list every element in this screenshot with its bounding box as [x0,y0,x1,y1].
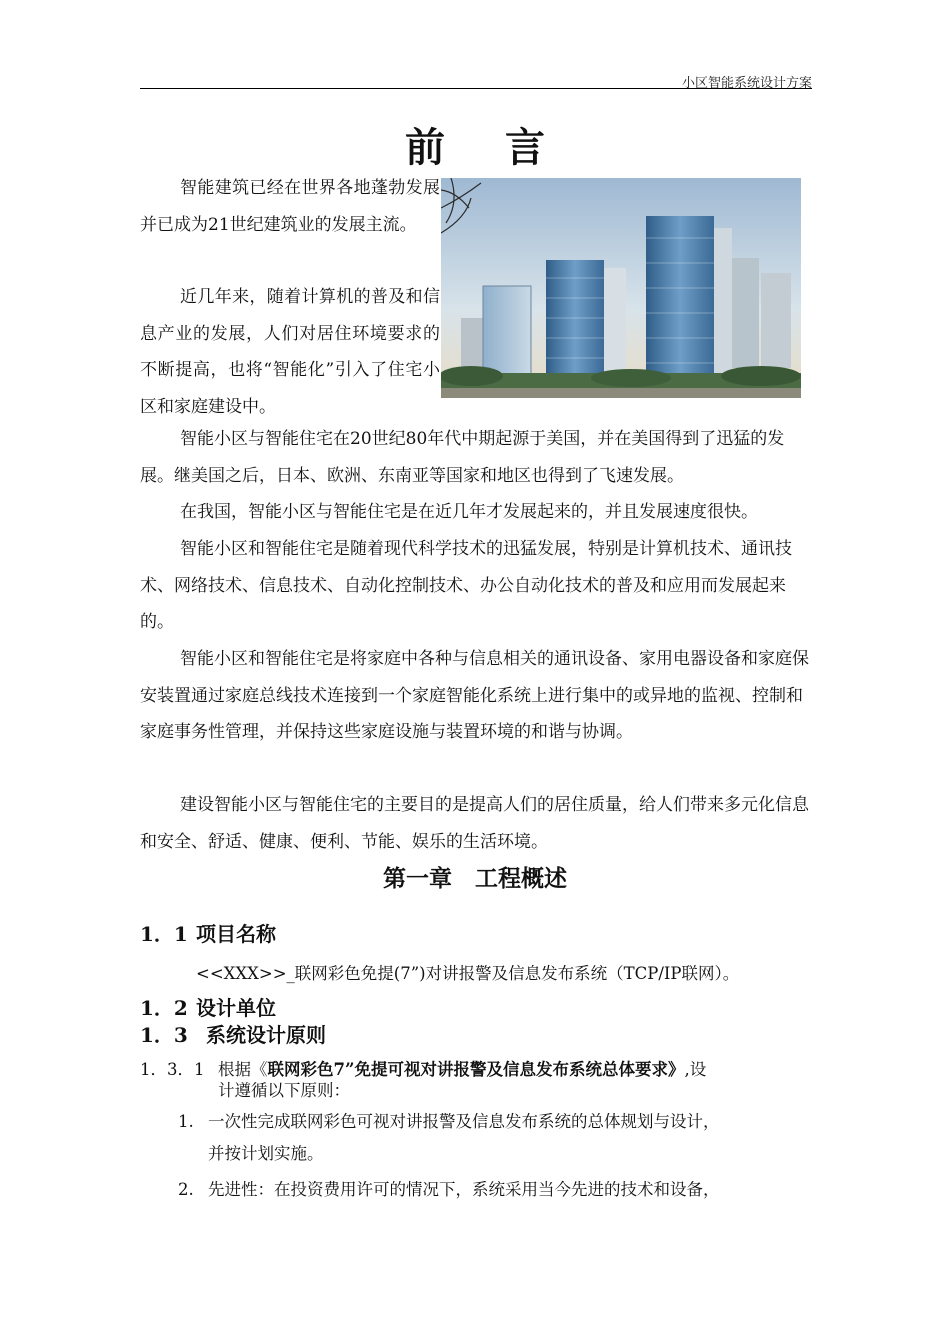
subsection-text-pre: 根据《 [218,1060,268,1079]
section-number: 1．3 [140,1023,188,1047]
section-title: 系统设计原则 [206,1023,326,1047]
subsection-text-post: ,设 [684,1060,707,1079]
chapter-title: 第一章 工程概述 [383,865,567,892]
header-title: 小区智能系统设计方案 [681,76,812,91]
header-divider [140,88,812,89]
section-number: 1．1 [140,922,188,946]
preface-paragraph-3: 智能小区与智能住宅在20世纪80年代中期起源于美国，并在美国得到了迅猛的发展。继美国之后，日本、欧洲、东南亚等国家和地区也得到了飞速发展。 [140,429,785,486]
section-title: 设计单位 [196,996,276,1020]
subsection-number: 1．3．1 [140,1060,205,1079]
preface-paragraph-6: 智能小区和智能住宅是将家庭中各种与信息相关的通讯设备、家用电器设备和家庭保安装置通过家庭总线技术连接到一个家庭智能化系统上进行集中的或异地的监视、控制和家庭事务性管理，并保持这些家庭设施与装置环境的和谐与协调。 [140,649,809,742]
preface-paragraph-1: 智能建筑已经在世界各地蓬勃发展并已成为21世纪建筑业的发展主流。 [140,178,440,235]
preface-paragraph-4: 在我国，智能小区与智能住宅是在近几年才发展起来的，并且发展速度很快。 [180,502,758,522]
section-number: 1．2 [140,996,188,1020]
section-1-1-heading [140,918,276,947]
building-photo [441,178,801,398]
preface-paragraph-2: 近几年来，随着计算机的普及和信息产业的发展，人们对居住环境要求的不断提高，也将“智能化”引入了住宅小区和家庭建设中。 [140,287,440,417]
list-item-2 [178,1176,720,1200]
list-text: 一次性完成联网彩色可视对讲报警及信息发布系统的总体规划与设计， [208,1112,720,1131]
list-item-1 [178,1108,720,1132]
section-1-3-1-continuation: 计遵循以下原则： [218,1081,350,1100]
preface-paragraph-5: 智能小区和智能住宅是随着现代科学技术的迅猛发展，特别是计算机技术、通讯技术、网络技术、信息技术、自动化控制技术、办公自动化技术的普及和应用而发展起来的。 [140,539,792,632]
subsection-text-bold: 联网彩色7”免提可视对讲报警及信息发布系统总体要求》 [267,1060,685,1079]
section-1-1-body: <<XXX>>_联网彩色免提(7”)对讲报警及信息发布系统（TCP/IP联网）。 [196,964,740,983]
preface-paragraph-7: 建设智能小区与智能住宅的主要目的是提高人们的居住质量，给人们带来多元化信息和安全、舒适、健康、便利、节能、娱乐的生活环境。 [140,795,809,852]
list-number: 1. [178,1112,194,1131]
section-title: 项目名称 [196,922,276,946]
list-item-1-continuation: 并按计划实施。 [208,1144,324,1163]
preface-title: 前言 [405,124,605,171]
list-text: 先进性：在投资费用许可的情况下，系统采用当今先进的技术和设备， [208,1180,720,1199]
list-number: 2. [178,1180,194,1199]
section-1-2-heading [140,992,276,1021]
section-1-3-heading [140,1019,326,1048]
